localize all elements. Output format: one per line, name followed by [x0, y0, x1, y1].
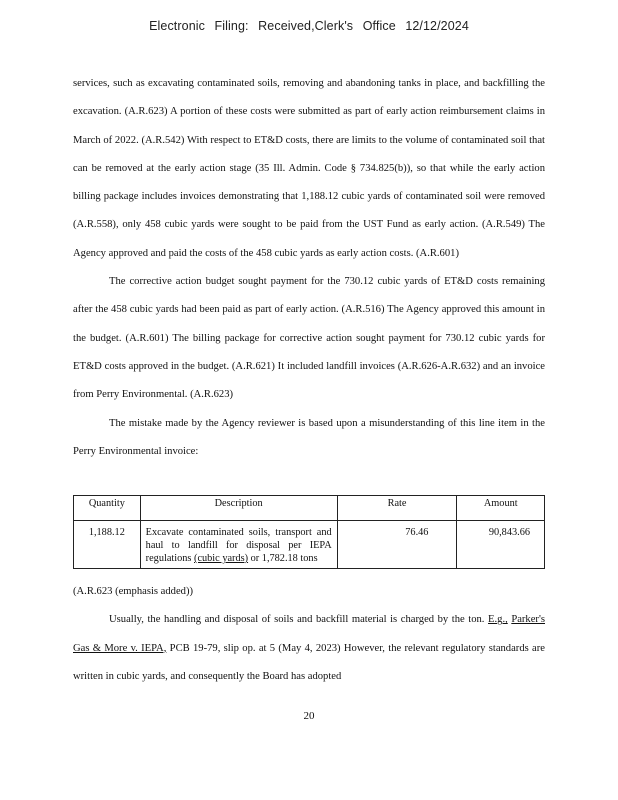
cell-amount: 90,843.66 — [457, 521, 545, 569]
paragraph-4 — [73, 606, 545, 691]
description-text: Excavate contaminated soils, transport and haul to landfill for disposal per IEPA regulations — [145, 527, 332, 564]
filing-header: Electronic Filing: Received,Clerk's Office 12/12/2024 — [149, 19, 469, 33]
paragraph-2: The corrective action budget sought payment for the 730.12 cubic yards of ET&D costs remaining after the 458 cubic yards had been paid as part of early action. (A.R.516) The Agency approved this amount in the budget. (A.R.601) The billing package for corrective action sought payment for 730.12 cubic yards for ET&D costs approved in the budget. (A.R.621) It included landfill invoices (A.R.626-A.R.632) and an invoice from Perry Environmental. (A.R.623) — [73, 276, 545, 401]
cell-quantity: 1,188.12 — [74, 521, 141, 569]
description-emphasis: (cubic yards) — [194, 553, 249, 564]
paragraph-3: The mistake made by the Agency reviewer is based upon a misunderstanding of this line item in the Perry Environmental invoice: — [73, 417, 545, 457]
description-tons: or 1,782.18 tons — [250, 553, 318, 564]
table-header-row — [74, 496, 545, 521]
body-text-continued — [73, 578, 545, 691]
column-header-description: Description — [140, 496, 337, 521]
page-number: 20 — [303, 710, 315, 722]
paragraph-4-rest: PCB 19-79, slip op. at 5 (May 4, 2023) However, the relevant regulatory standards are written in cubic yards, and consequently the Board has adopted — [73, 642, 545, 682]
body-text — [73, 70, 545, 466]
case-name: Parker's Gas & More v. IEPA, — [73, 614, 545, 654]
case-eg: E.g., — [488, 614, 508, 626]
column-header-rate: Rate — [337, 496, 457, 521]
invoice-table — [73, 495, 545, 569]
table-row — [74, 521, 545, 569]
cell-rate: 76.46 — [337, 521, 457, 569]
cell-description — [140, 521, 337, 569]
paragraph-4-lead: Usually, the handling and disposal of soils and backfill material is charged by the ton. — [109, 614, 485, 626]
column-header-amount: Amount — [457, 496, 545, 521]
paragraph-1: services, such as excavating contaminated soils, removing and abandoning tanks in place, and backfilling the excavation. (A.R.623) A portion of these costs were submitted as part of early action reimbursement claims in March of 2022. (A.R.542) With respect to ET&D costs, there are limits to the volume of contaminated soil that can be removed at the early action stage (35 Ill. Admin. Code § 734.825(b)), so that while the early action billing package includes invoices demonstrating that 1,188.12 cubic yards of contaminated soil were removed (A.R.558), only 458 cubic yards were sought to be paid from the UST Fund as early action. (A.R.549) The Agency approved and paid the costs of the 458 cubic yards as early action costs. (A.R.601) — [73, 78, 545, 259]
citation-note: (A.R.623 (emphasis added)) — [73, 586, 194, 597]
column-header-quantity: Quantity — [74, 496, 141, 521]
